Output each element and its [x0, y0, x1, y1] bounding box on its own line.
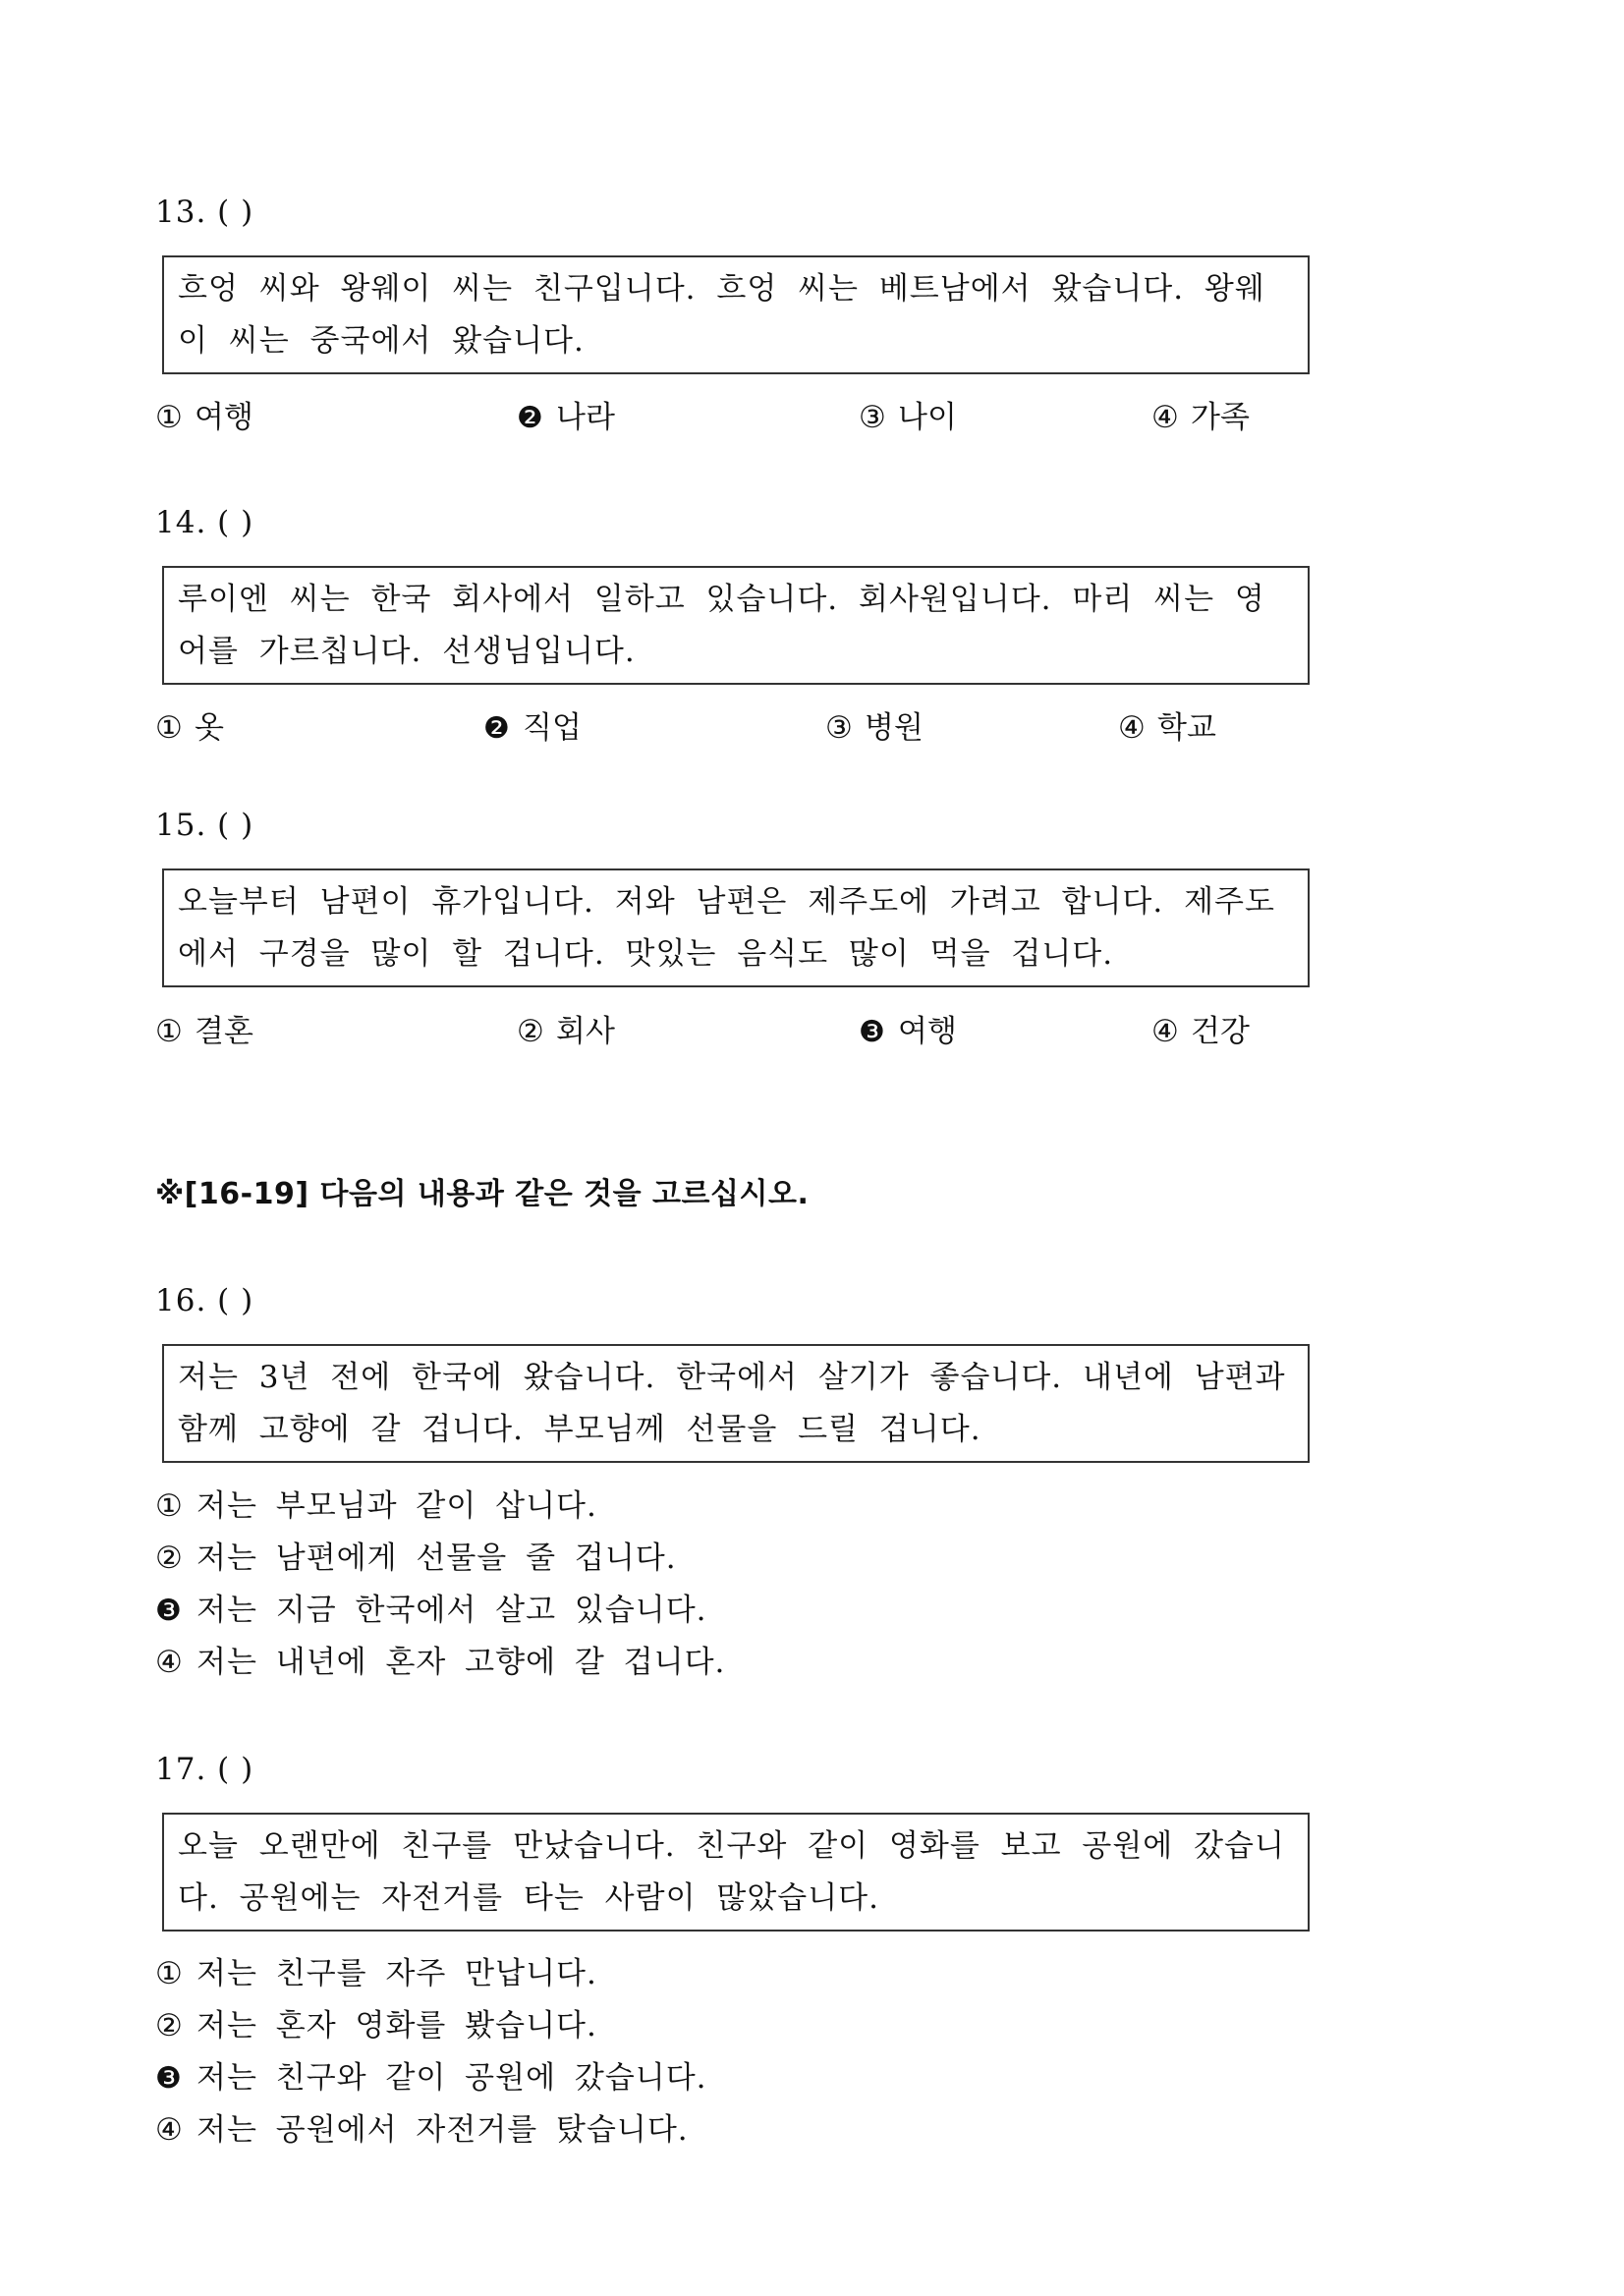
- question-16-option-4[interactable]: [155, 1643, 725, 1682]
- option-text: 가족: [1191, 400, 1250, 435]
- option-marker: ③: [825, 710, 853, 746]
- question-15-passage-box: [162, 868, 1310, 987]
- option-text: 옷: [195, 710, 224, 746]
- passage-line: 흐엉 씨와 왕웨이 씨는 친구입니다. 흐엉 씨는 베트남에서 왔습니다. 왕웨: [178, 271, 1265, 307]
- option-marker: ②: [155, 1540, 184, 1576]
- passage-line: 에서 구경을 많이 할 겁니다. 맛있는 음식도 많이 먹을 겁니다.: [178, 936, 1114, 972]
- question-17-option-4[interactable]: [155, 2110, 689, 2150]
- option-marker: ①: [155, 1488, 184, 1524]
- option-text: 나이: [898, 400, 957, 435]
- option-text: 여행: [898, 1014, 957, 1049]
- option-text: 학교: [1157, 710, 1216, 746]
- option-text: 저는 친구와 같이 공원에 갔습니다.: [196, 2060, 707, 2096]
- passage-line: 이 씨는 중국에서 왔습니다.: [178, 323, 585, 359]
- question-16-number: 16. ( ): [155, 1283, 254, 1318]
- question-15-number: 15. ( ): [155, 808, 254, 843]
- passage-line: 루이엔 씨는 한국 회사에서 일하고 있습니다. 회사원입니다. 마리 씨는 영: [178, 582, 1265, 617]
- passage-line: 함께 고향에 갈 겁니다. 부모님께 선물을 드릴 겁니다.: [178, 1412, 981, 1447]
- option-marker: ④: [1151, 1014, 1179, 1049]
- question-16-option-1[interactable]: [155, 1486, 597, 1526]
- passage-line: 오늘 오랜만에 친구를 만났습니다. 친구와 같이 영화를 보고 공원에 갔습니: [178, 1828, 1285, 1864]
- option-marker: ①: [155, 400, 183, 435]
- option-marker: ④: [155, 1645, 184, 1680]
- option-text: 저는 내년에 혼자 고향에 갈 겁니다.: [196, 1645, 726, 1680]
- option-text: 저는 지금 한국에서 살고 있습니다.: [196, 1593, 707, 1628]
- option-text: 건강: [1191, 1014, 1250, 1049]
- option-marker-selected: ❸: [155, 1594, 183, 1628]
- option-text: 여행: [195, 400, 253, 435]
- question-14-option-3[interactable]: [825, 708, 924, 748]
- option-text: 직업: [523, 710, 582, 746]
- question-16-option-2[interactable]: [155, 1539, 677, 1578]
- question-17-option-1[interactable]: [155, 1954, 597, 1993]
- option-text: 저는 부모님과 같이 삽니다.: [196, 1488, 597, 1524]
- option-text: 저는 공원에서 자전거를 탔습니다.: [196, 2112, 689, 2148]
- question-13-option-4[interactable]: [1151, 398, 1250, 437]
- passage-line: 다. 공원에는 자전거를 타는 사람이 많았습니다.: [178, 1880, 879, 1916]
- question-14-option-1[interactable]: [155, 708, 224, 748]
- question-16-option-3[interactable]: [155, 1591, 707, 1631]
- option-text: 저는 친구를 자주 만납니다.: [196, 1956, 597, 1991]
- option-marker: ④: [155, 2112, 184, 2148]
- question-15-option-3[interactable]: [859, 1012, 957, 1052]
- question-15-option-2[interactable]: [517, 1012, 615, 1051]
- question-15-option-1[interactable]: [155, 1012, 253, 1051]
- question-17-number: 17. ( ): [155, 1752, 254, 1787]
- question-14-option-4[interactable]: [1118, 708, 1216, 748]
- option-text: 병원: [865, 710, 924, 746]
- option-marker-selected: ❷: [483, 711, 510, 746]
- option-marker: ①: [155, 710, 183, 746]
- passage-line: 저는 3년 전에 한국에 왔습니다. 한국에서 살기가 좋습니다. 내년에 남편과: [178, 1360, 1286, 1395]
- passage-line: 어를 가르칩니다. 선생님입니다.: [178, 634, 636, 669]
- option-marker: ②: [517, 1014, 544, 1049]
- question-14-number: 14. ( ): [155, 505, 254, 540]
- option-marker-selected: ❸: [859, 1015, 885, 1049]
- option-text: 회사: [556, 1014, 615, 1049]
- question-13-option-2[interactable]: [517, 398, 615, 438]
- option-marker: ③: [859, 400, 886, 435]
- question-13-number: 13. ( ): [155, 195, 254, 230]
- section-heading: ※[16-19] 다음의 내용과 같은 것을 고르십시오.: [155, 1177, 810, 1211]
- question-17-option-3[interactable]: [155, 2058, 707, 2099]
- option-marker: ②: [155, 2008, 184, 2044]
- question-14-option-2[interactable]: [483, 708, 582, 749]
- option-marker-selected: ❷: [517, 401, 543, 435]
- question-14-passage-box: [162, 566, 1310, 685]
- option-marker: ④: [1151, 400, 1179, 435]
- question-17-passage-box: [162, 1813, 1310, 1932]
- question-13-option-1[interactable]: [155, 398, 253, 437]
- question-13-option-3[interactable]: [859, 398, 957, 437]
- passage-line: 오늘부터 남편이 휴가입니다. 저와 남편은 제주도에 가려고 합니다. 제주도: [178, 884, 1275, 920]
- option-text: 저는 남편에게 선물을 줄 겁니다.: [196, 1540, 677, 1576]
- question-15-option-4[interactable]: [1151, 1012, 1250, 1051]
- option-marker: ④: [1118, 710, 1146, 746]
- option-text: 저는 혼자 영화를 봤습니다.: [196, 2008, 597, 2044]
- option-text: 결혼: [195, 1014, 253, 1049]
- question-13-passage-box: [162, 255, 1310, 374]
- option-text: 나라: [556, 400, 615, 435]
- option-marker-selected: ❸: [155, 2061, 183, 2096]
- question-17-option-2[interactable]: [155, 2006, 597, 2045]
- option-marker: ①: [155, 1956, 184, 1991]
- question-16-passage-box: [162, 1344, 1310, 1463]
- option-marker: ①: [155, 1014, 183, 1049]
